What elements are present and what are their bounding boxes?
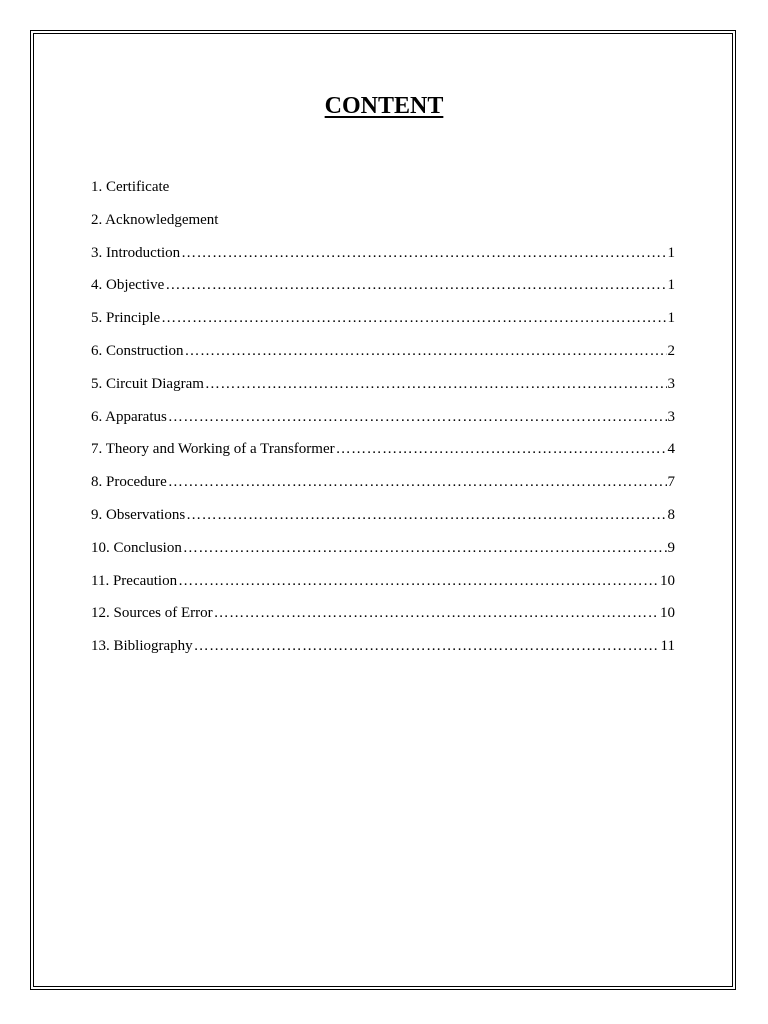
toc-entry-label: 9. Observations bbox=[91, 506, 186, 523]
toc-dot-leader bbox=[194, 635, 660, 657]
toc-entry-label: 3. Introduction bbox=[91, 244, 181, 261]
toc-dot-leader bbox=[186, 504, 666, 526]
toc-entry-acknowledgement bbox=[91, 209, 675, 242]
toc-dot-leader bbox=[183, 537, 667, 559]
toc-entry-circuit-diagram bbox=[91, 373, 675, 406]
toc-entry-theory-and-working bbox=[91, 438, 675, 471]
toc-entry-label: 1. Certificate bbox=[91, 179, 170, 195]
toc-entry-label: 8. Procedure bbox=[91, 474, 167, 491]
toc-entry-principle bbox=[91, 307, 675, 340]
toc-page-number: 9 bbox=[667, 539, 675, 556]
toc-entry-precaution bbox=[91, 570, 675, 603]
toc-entry-label: 11. Precaution bbox=[91, 572, 178, 589]
toc-entry-conclusion bbox=[91, 537, 675, 570]
toc-page-number: 10 bbox=[660, 572, 675, 589]
toc-entry-sources-of-error bbox=[91, 602, 675, 635]
toc-page-number: 1 bbox=[667, 277, 675, 294]
toc-entry-label: 7. Theory and Working of a Transformer bbox=[91, 441, 335, 458]
toc-entry-label: 5. Principle bbox=[91, 310, 161, 327]
toc-entry-label: 10. Conclusion bbox=[91, 539, 182, 556]
toc-dot-leader bbox=[185, 340, 667, 362]
toc-page-number: 11 bbox=[660, 638, 675, 655]
toc-page-number: 3 bbox=[667, 375, 675, 392]
toc-entry-label: 12. Sources of Error bbox=[91, 605, 213, 622]
toc-dot-leader bbox=[168, 471, 667, 493]
toc-entry-objective bbox=[91, 274, 675, 307]
toc-entry-label: 2. Acknowledgement bbox=[91, 211, 219, 228]
toc-dot-leader bbox=[205, 373, 667, 395]
toc-dot-leader bbox=[181, 242, 666, 264]
page-title: CONTENT bbox=[324, 93, 444, 119]
toc-entry-introduction bbox=[91, 242, 675, 275]
toc-dot-leader bbox=[161, 307, 666, 329]
toc-dot-leader bbox=[178, 570, 659, 592]
toc-page-number: 4 bbox=[667, 441, 675, 458]
toc-page-number: 3 bbox=[667, 408, 675, 425]
toc-page-number: 2 bbox=[667, 342, 675, 359]
toc-entry-bibliography bbox=[91, 635, 675, 668]
toc-page-number: 7 bbox=[667, 474, 675, 491]
toc-page-number: 8 bbox=[667, 506, 675, 523]
toc-dot-leader bbox=[336, 438, 667, 460]
toc-page-number: 10 bbox=[660, 605, 675, 622]
toc-dot-leader bbox=[214, 602, 659, 624]
toc-entry-label: 4. Objective bbox=[91, 277, 165, 294]
table-of-contents bbox=[91, 176, 675, 668]
toc-page-number: 1 bbox=[667, 310, 675, 327]
toc-entry-procedure bbox=[91, 471, 675, 504]
toc-entry-observations bbox=[91, 504, 675, 537]
toc-entry-label: 13. Bibliography bbox=[91, 638, 193, 655]
toc-entry-certificate bbox=[91, 176, 675, 209]
toc-dot-leader bbox=[165, 274, 666, 296]
toc-dot-leader bbox=[168, 406, 667, 428]
toc-entry-apparatus bbox=[91, 406, 675, 439]
toc-page-number: 1 bbox=[667, 244, 675, 261]
toc-entry-label: 5. Circuit Diagram bbox=[91, 375, 204, 392]
toc-entry-construction bbox=[91, 340, 675, 373]
toc-entry-label: 6. Apparatus bbox=[91, 408, 167, 425]
toc-entry-label: 6. Construction bbox=[91, 342, 184, 359]
